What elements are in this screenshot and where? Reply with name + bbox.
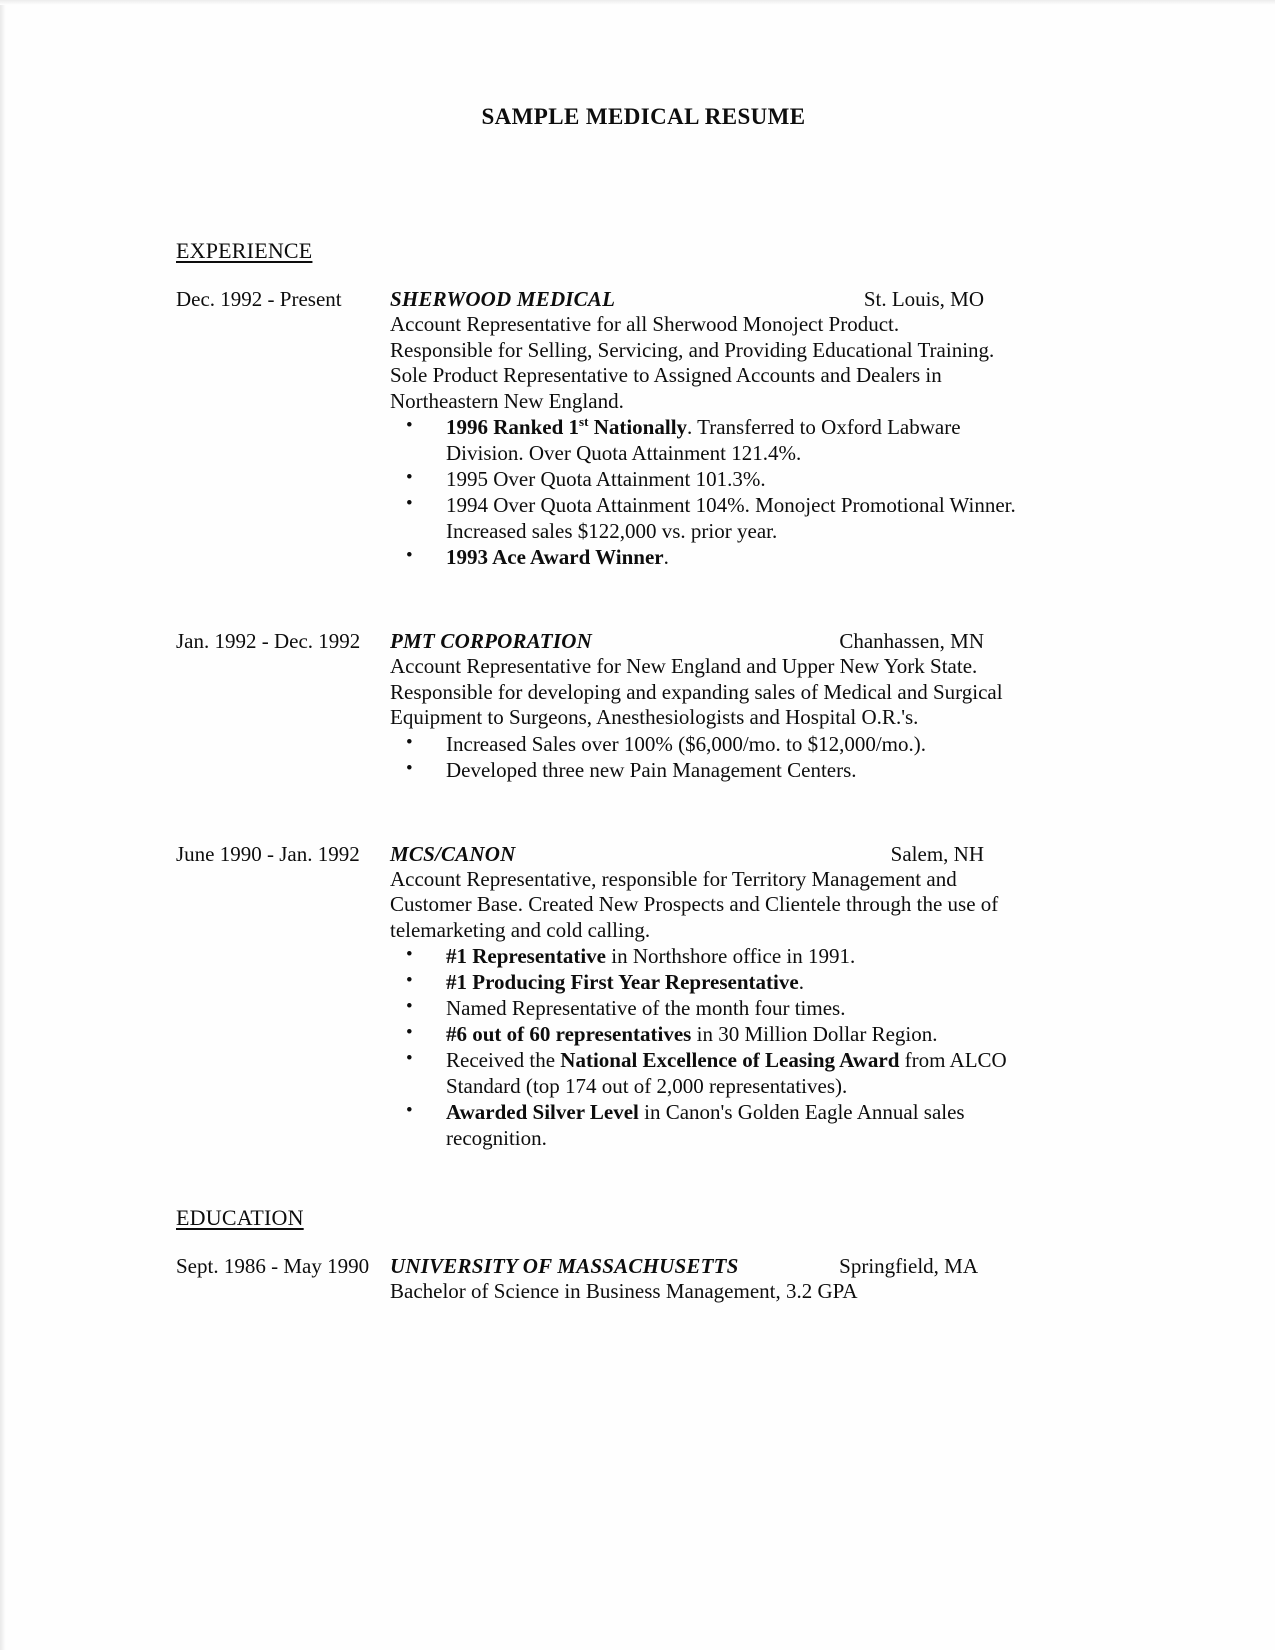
- organization-name: PMT CORPORATION: [390, 629, 592, 653]
- bullet-line: [446, 414, 1056, 440]
- section-heading-education: EDUCATION: [176, 1205, 304, 1230]
- entry-headline: [390, 841, 1056, 867]
- resume-body: [176, 236, 1056, 1305]
- description-line: Account Representative, responsible for Territory Management and: [390, 866, 957, 891]
- experience-entry: [176, 841, 1056, 1152]
- description-line: Northeastern New England.: [390, 388, 624, 413]
- bullet-item: [390, 1021, 1056, 1047]
- education-entry: [176, 1253, 1056, 1305]
- bullet-item: [390, 544, 1056, 570]
- bullet-line: • 1995 Over Quota Attainment 101.3%.: [446, 467, 766, 491]
- entry-dates: Dec. 1992 - Present: [176, 287, 342, 311]
- entry-bullet-list: [390, 943, 1056, 1151]
- bullet-line: [446, 1099, 1056, 1125]
- bullet-bold-text: 1993 Ace Award Winner: [446, 545, 664, 569]
- ordinal-superscript: st: [579, 414, 589, 429]
- bullet-text: in 30 Million Dollar Region.: [691, 1022, 938, 1046]
- entry-description: [390, 312, 1056, 414]
- description-line: Account Representative for all Sherwood Monoject Product.: [390, 312, 900, 336]
- organization-name: UNIVERSITY OF MASSACHUSETTS: [390, 1254, 739, 1278]
- organization-name: MCS/CANON: [390, 841, 516, 866]
- bullet-text: .: [663, 545, 669, 569]
- bullet-text: from ALCO: [899, 1048, 1007, 1072]
- scan-edge-left: [0, 0, 6, 1650]
- bullet-bold-tail: Nationally: [588, 415, 688, 439]
- description-line: Customer Base. Created New Prospects and Clientele through the use of: [390, 892, 999, 916]
- bullet-bold-text: #6 out of 60 representatives: [446, 1022, 692, 1046]
- organization-location: Chanhassen, MN: [839, 629, 984, 653]
- section-heading-experience: EXPERIENCE: [176, 238, 313, 263]
- bullet-text: in Canon's Golden Eagle Annual sales: [638, 1100, 965, 1124]
- bullet-item: [390, 731, 1056, 757]
- bullet-text: . Transferred to Oxford Labware: [687, 415, 961, 439]
- entry-body: [390, 628, 1056, 783]
- bullet-item: [390, 969, 1056, 995]
- bullet-bold-text: National Excellence of Leasing Award: [560, 1048, 900, 1072]
- description-line: Account Representative for New England and Upper New York State.: [390, 654, 978, 678]
- experience-entry: [176, 286, 1056, 570]
- bullet-item: [390, 466, 1056, 492]
- organization-location: Springfield, MA: [839, 1254, 978, 1278]
- entry-bullet-list: [390, 731, 1056, 783]
- bullet-line: [446, 969, 1056, 995]
- entry-description: [390, 867, 1056, 944]
- bullet-line: • Developed three new Pain Management Centers.: [446, 757, 857, 782]
- entry-description: [390, 1279, 1056, 1305]
- entry-headline: [390, 628, 1056, 654]
- entry-description: [390, 654, 1056, 731]
- entry-dates: June 1990 - Jan. 1992: [176, 841, 360, 866]
- description-line: Equipment to Surgeons, Anesthesiologists and Hospital O.R.'s.: [390, 705, 919, 729]
- section-spacer: [176, 1151, 1056, 1203]
- bullet-bold-text: #1 Representative: [446, 944, 606, 968]
- document-title: SAMPLE MEDICAL RESUME: [481, 104, 806, 129]
- entry-bullet-list: [390, 414, 1056, 570]
- organization-name: SHERWOOD MEDICAL: [390, 287, 616, 311]
- organization-location: Salem, NH: [890, 841, 984, 866]
- bullet-text-pre: Received the: [446, 1048, 561, 1072]
- bullet-bold-text: Awarded Silver Level: [446, 1100, 639, 1124]
- bullet-item: [390, 1099, 1056, 1151]
- entry-spacer: [176, 783, 1056, 841]
- bullet-bold-text: 1996 Ranked 1: [446, 415, 580, 439]
- bullet-item: [390, 757, 1056, 783]
- description-line: Bachelor of Science in Business Management, 3.2 GPA: [390, 1279, 858, 1303]
- entry-headline: [390, 1253, 1056, 1279]
- bullet-item: [390, 1047, 1056, 1099]
- description-line: telemarketing and cold calling.: [390, 917, 651, 942]
- description-line: Sole Product Representative to Assigned Accounts and Dealers in: [390, 363, 942, 387]
- scan-edge-top: [0, 0, 1275, 5]
- bullet-bold-text: #1 Producing First Year Representative: [446, 970, 799, 994]
- entry-dates: Jan. 1992 - Dec. 1992: [176, 629, 361, 653]
- bullet-item: [390, 943, 1056, 969]
- bullet-line: [446, 1021, 1056, 1047]
- bullet-text: in Northshore office in 1991.: [606, 944, 856, 968]
- entry-headline: [390, 286, 1056, 312]
- bullet-line: [446, 943, 1056, 969]
- bullet-line: Increased sales $122,000 vs. prior year.: [446, 519, 778, 543]
- bullet-line: recognition.: [446, 1126, 547, 1150]
- bullet-line: [446, 1047, 1056, 1073]
- bullet-line: • Increased Sales over 100% ($6,000/mo. to $12,000/mo.).: [446, 731, 926, 756]
- entry-body: [390, 1253, 1056, 1305]
- bullet-line: Standard (top 174 out of 2,000 representatives).: [446, 1074, 848, 1098]
- bullet-item: [390, 414, 1056, 466]
- bullet-line: • Named Representative of the month four times.: [446, 996, 846, 1020]
- bullet-item: [390, 995, 1056, 1021]
- bullet-item: [390, 492, 1056, 544]
- description-line: Responsible for Selling, Servicing, and Providing Educational Training.: [390, 337, 995, 362]
- bullet-line: Division. Over Quota Attainment 121.4%.: [446, 441, 802, 465]
- organization-location: St. Louis, MO: [863, 287, 984, 311]
- bullet-text: .: [798, 970, 804, 994]
- bullet-line: • 1994 Over Quota Attainment 104%. Monoject Promotional Winner.: [446, 493, 1016, 517]
- entry-body: [390, 841, 1056, 1152]
- description-line: Responsible for developing and expanding sales of Medical and Surgical: [390, 679, 1003, 704]
- entry-body: [390, 286, 1056, 570]
- entry-spacer: [176, 570, 1056, 628]
- bullet-line: [446, 544, 1056, 570]
- entry-dates: Sept. 1986 - May 1990: [176, 1254, 370, 1278]
- experience-entry: [176, 628, 1056, 783]
